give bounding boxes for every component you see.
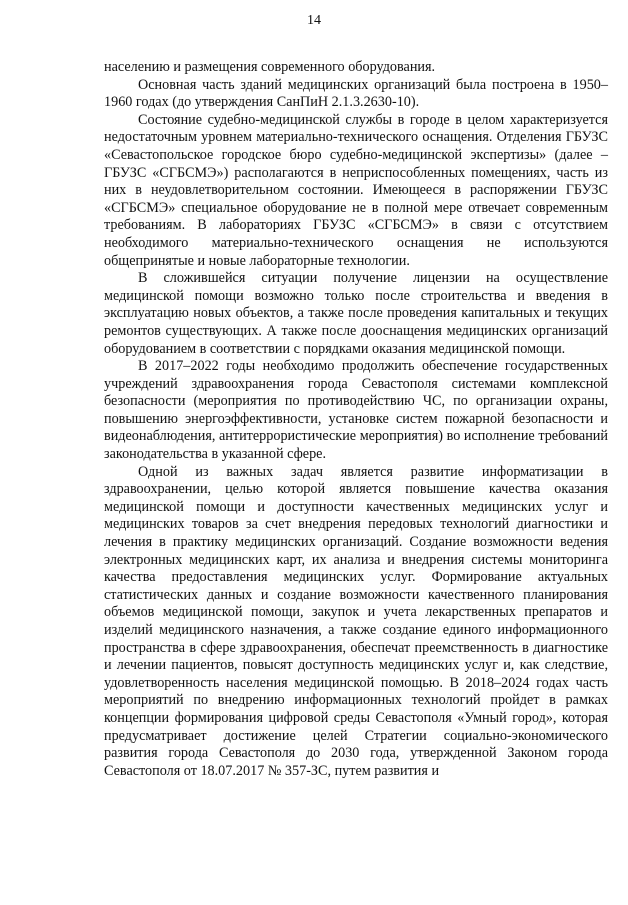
paragraph-forensic-service: Состояние судебно-медицинской службы в городе в целом характеризуется недостаточным уровнем материально-технического оснащения. Отделения ГБУЗС «Севастопольское городское бюро судебно-медицинской экспертизы» (далее – ГБУЗС «СГБСМЭ») располагаются в неприспособленных помещениях, часть из них в неудовлетворительном состоянии. Имеющееся в распоряжении ГБУЗС «СГБСМЭ» специальное оборудование не в полной мере отвечает современным требованиям. В лабораториях ГБУЗС «СГБСМЭ» в связи с отсутствием необходимого материально-технического оснащения не используются общепринятые и новые лабораторные технологии.	[104, 111, 608, 269]
paragraph-buildings: Основная часть зданий медицинских организаций была построена в 1950–1960 годах (до утверждения СанПиН 2.1.3.2630-10).	[104, 76, 608, 111]
page-number: 14	[307, 13, 321, 28]
paragraph-licensing: В сложившейся ситуации получение лицензии на осуществление медицинской помощи возможно только после строительства и введения в эксплуатацию новых объектов, а также после проведения капитальных и текущих ремонтов существующих. А также после дооснащения медицинских организаций оборудованием в соответствии с порядками оказания медицинской помощи.	[104, 270, 608, 357]
paragraph-continuation: населению и размещения современного оборудования.	[104, 59, 436, 75]
paragraph-security-systems: В 2017–2022 годы необходимо продолжить обеспечение государственных учреждений здравоохранения города Севастополя системами комплексной безопасности (мероприятия по противодействию ЧС, по организации охраны, повышению энергоэффективности, установке систем пожарной безопасности и видеонаблюдения, антитеррористические мероприятия) во исполнение требований законодательства в указанной сфере.	[104, 358, 608, 463]
document-body	[104, 59, 608, 780]
paragraph-informatization: Одной из важных задач является развитие информатизации в здравоохранении, целью которой является повышение качества оказания медицинской помощи и доступности качественных медицинских услуг и медицинских товаров за счет внедрения передовых технологий диагностики и лечения в практику медицинских организаций. Создание возможности ведения электронных медицинских карт, их анализа и внедрения системы мониторинга качества предоставления медицинских услуг. Формирование актуальных статистических данных и создание возможности качественного планирования объемов медицинской помощи, закупок и учета лекарственных препаратов и изделий медицинского назначения, а также создание единого информационного пространства в сфере здравоохранения, обеспечат преемственность в диагностике и лечении пациентов, повысят доступность медицинских услуг и, как следствие, удовлетворенность населения медицинской помощью. В 2018–2024 годах часть мероприятий по внедрению информационных технологий пройдет в рамках концепции формирования цифровой среды Севастополя «Умный город», которая предусматривает достижение целей Стратегии социально-экономического развития города Севастополя до 2030 года, утвержденной Законом города Севастополя от 18.07.2017 № 357-ЗС, путем развития и	[104, 463, 608, 779]
